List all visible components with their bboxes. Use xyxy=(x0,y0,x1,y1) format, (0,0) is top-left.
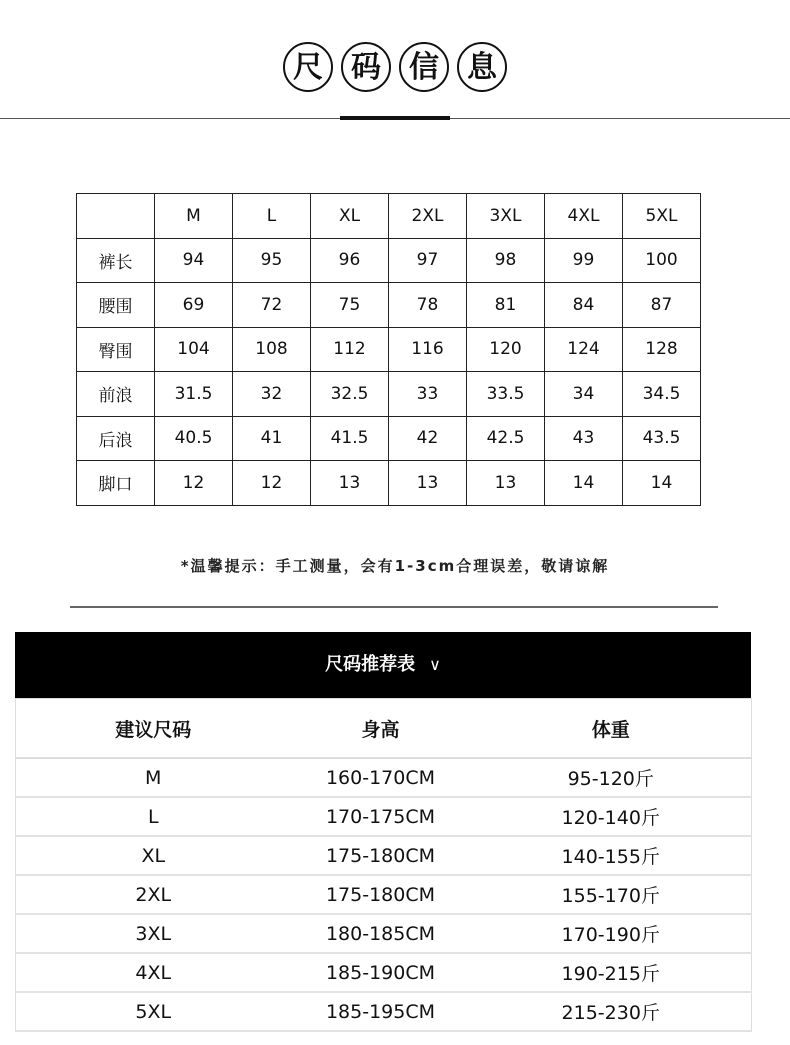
table-cell: 112 xyxy=(311,327,389,372)
size-cell: XL xyxy=(16,836,291,875)
header-cell: 建议尺码 xyxy=(16,699,291,759)
table-cell: 87 xyxy=(623,283,701,328)
table-cell: 99 xyxy=(545,238,623,283)
table-cell: 104 xyxy=(155,327,233,372)
table-row xyxy=(77,327,701,372)
chevron-down-icon: ∨ xyxy=(429,655,441,674)
table-cell: 96 xyxy=(311,238,389,283)
title-char: 息 xyxy=(457,42,507,92)
table-cell: 95 xyxy=(233,238,311,283)
table-row xyxy=(16,758,752,797)
row-label: 臀围 xyxy=(77,327,155,372)
header-cell: L xyxy=(233,194,311,239)
table-cell: 32.5 xyxy=(311,372,389,417)
table-cell: 42.5 xyxy=(467,416,545,461)
height-cell: 175-180CM xyxy=(291,875,471,914)
size-cell: 2XL xyxy=(16,875,291,914)
table-cell: 124 xyxy=(545,327,623,372)
table-cell: 33 xyxy=(389,372,467,417)
table-cell: 12 xyxy=(233,461,311,506)
weight-cell: 190-215斤 xyxy=(471,953,752,992)
table-cell: 94 xyxy=(155,238,233,283)
weight-cell: 215-230斤 xyxy=(471,992,752,1031)
row-label: 后浪 xyxy=(77,416,155,461)
size-cell: 4XL xyxy=(16,953,291,992)
table-cell: 14 xyxy=(623,461,701,506)
section-divider xyxy=(70,606,718,608)
header-cell: 4XL xyxy=(545,194,623,239)
table-cell: 72 xyxy=(233,283,311,328)
header-cell: 5XL xyxy=(623,194,701,239)
measurement-note: *温馨提示：手工测量，会有1-3cm合理误差，敬请谅解 xyxy=(180,557,610,575)
table-row xyxy=(77,372,701,417)
table-header-row xyxy=(77,194,701,239)
table-cell: 41 xyxy=(233,416,311,461)
size-cell: M xyxy=(16,758,291,797)
recommend-table xyxy=(15,698,752,1032)
table-cell: 32 xyxy=(233,372,311,417)
table-cell: 42 xyxy=(389,416,467,461)
table-cell: 34.5 xyxy=(623,372,701,417)
header-cell xyxy=(77,194,155,239)
row-label: 腰围 xyxy=(77,283,155,328)
row-label: 裤长 xyxy=(77,238,155,283)
table-cell: 75 xyxy=(311,283,389,328)
header-cell: 2XL xyxy=(389,194,467,239)
weight-cell: 120-140斤 xyxy=(471,797,752,836)
table-row xyxy=(77,461,701,506)
weight-cell: 95-120斤 xyxy=(471,758,752,797)
recommend-title: 尺码推荐表 xyxy=(325,654,416,675)
height-cell: 170-175CM xyxy=(291,797,471,836)
table-cell: 100 xyxy=(623,238,701,283)
table-row xyxy=(16,836,752,875)
measurement-table xyxy=(76,193,701,506)
table-cell: 78 xyxy=(389,283,467,328)
header-cell: 身高 xyxy=(291,699,471,759)
table-cell: 81 xyxy=(467,283,545,328)
header-cell: M xyxy=(155,194,233,239)
table-cell: 41.5 xyxy=(311,416,389,461)
size-cell: 3XL xyxy=(16,914,291,953)
height-cell: 160-170CM xyxy=(291,758,471,797)
table-cell: 34 xyxy=(545,372,623,417)
header-cell: XL xyxy=(311,194,389,239)
table-row xyxy=(77,416,701,461)
table-cell: 43.5 xyxy=(623,416,701,461)
table-cell: 108 xyxy=(233,327,311,372)
table-cell: 43 xyxy=(545,416,623,461)
recommend-header xyxy=(15,632,751,698)
table-cell: 12 xyxy=(155,461,233,506)
table-row xyxy=(16,914,752,953)
title-char: 码 xyxy=(341,42,391,92)
row-label: 前浪 xyxy=(77,372,155,417)
height-cell: 175-180CM xyxy=(291,836,471,875)
table-cell: 69 xyxy=(155,283,233,328)
row-label: 脚口 xyxy=(77,461,155,506)
table-cell: 13 xyxy=(311,461,389,506)
weight-cell: 155-170斤 xyxy=(471,875,752,914)
table-row xyxy=(77,283,701,328)
table-row xyxy=(16,797,752,836)
header-cell: 3XL xyxy=(467,194,545,239)
height-cell: 185-190CM xyxy=(291,953,471,992)
table-row xyxy=(77,238,701,283)
table-cell: 128 xyxy=(623,327,701,372)
table-row xyxy=(16,875,752,914)
header-cell: 体重 xyxy=(471,699,752,759)
table-cell: 120 xyxy=(467,327,545,372)
title-accent-bar xyxy=(340,116,450,120)
table-cell: 84 xyxy=(545,283,623,328)
table-cell: 97 xyxy=(389,238,467,283)
table-cell: 116 xyxy=(389,327,467,372)
size-cell: 5XL xyxy=(16,992,291,1031)
table-cell: 13 xyxy=(389,461,467,506)
table-cell: 98 xyxy=(467,238,545,283)
weight-cell: 170-190斤 xyxy=(471,914,752,953)
table-row xyxy=(16,953,752,992)
size-cell: L xyxy=(16,797,291,836)
table-row xyxy=(16,992,752,1031)
title-char: 信 xyxy=(399,42,449,92)
height-cell: 180-185CM xyxy=(291,914,471,953)
height-cell: 185-195CM xyxy=(291,992,471,1031)
table-header-row xyxy=(16,699,752,759)
page-title xyxy=(0,42,790,92)
table-cell: 33.5 xyxy=(467,372,545,417)
table-cell: 14 xyxy=(545,461,623,506)
weight-cell: 140-155斤 xyxy=(471,836,752,875)
table-cell: 40.5 xyxy=(155,416,233,461)
title-char: 尺 xyxy=(283,42,333,92)
table-cell: 31.5 xyxy=(155,372,233,417)
table-cell: 13 xyxy=(467,461,545,506)
